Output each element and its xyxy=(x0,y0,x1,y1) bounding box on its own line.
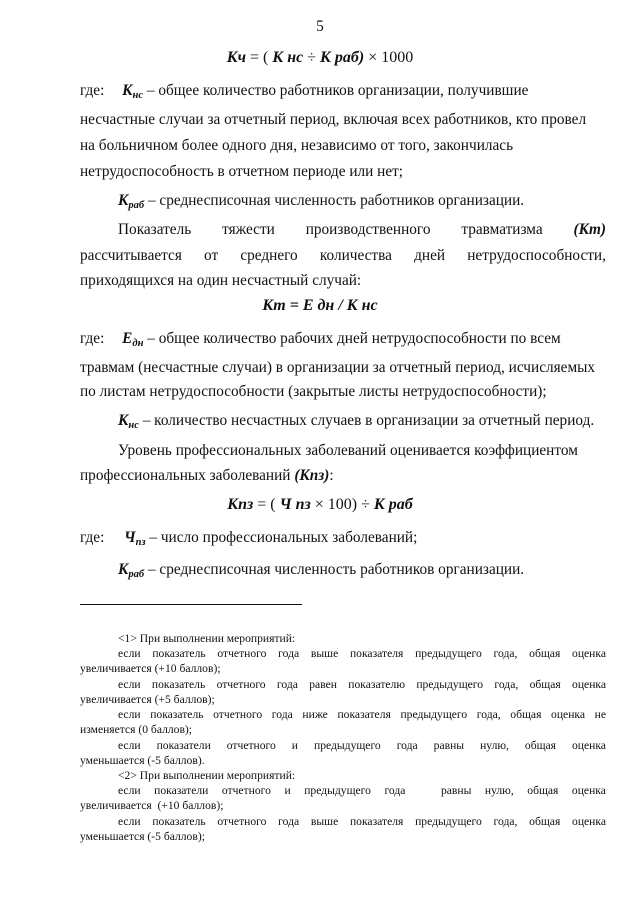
formula-kpz xyxy=(0,497,640,513)
para-kt-word: рассчитывается xyxy=(80,247,182,264)
para-kpz-suffix: : xyxy=(329,467,334,484)
def-edn-text1: – общее количество рабочих дней нетрудоспособности по всем xyxy=(143,330,561,347)
footnote-1-a-line2: увеличивается (+10 баллов); xyxy=(80,662,221,675)
formula-kch-eq: = ( xyxy=(246,49,273,66)
para-kt-symbol: (Кт) xyxy=(573,221,606,238)
formula-kch-a: К нс xyxy=(272,49,304,66)
footnote-word: показатели xyxy=(156,739,211,752)
footnote-word: равны xyxy=(440,784,472,797)
footnote-word: предыдущего xyxy=(304,784,371,797)
footnote-1-d-line1 xyxy=(118,740,606,752)
def-knc-line4: нетрудоспособность в отчетном периоде или нет; xyxy=(80,163,404,180)
footnote-word: года xyxy=(396,739,418,752)
footnote-word: показатели xyxy=(154,784,209,797)
para-kt-word: Показатель xyxy=(118,221,192,238)
where-label: где: xyxy=(80,82,105,99)
def-knc-subscript: нс xyxy=(132,90,144,101)
footnote-2-title: <2> При выполнении мероприятий: xyxy=(118,769,296,782)
def-knc-line1 xyxy=(80,82,529,101)
footnote-word: отчетного xyxy=(221,784,271,797)
para-kt-line1 xyxy=(118,222,606,237)
footnote-1-b-line2: увеличивается (+5 баллов); xyxy=(80,693,215,706)
footnote-1-title: <1> При выполнении мероприятий: xyxy=(118,632,296,645)
def-krab-1-subscript: раб xyxy=(128,200,145,211)
formula-kch-lhs: Кч xyxy=(226,49,247,66)
para-kt-line3: приходящихся на один несчастный случай: xyxy=(80,272,362,289)
formula-kch-b: К раб) xyxy=(320,49,365,66)
def-krab-1-symbol: К xyxy=(118,192,129,209)
page-number: 5 xyxy=(316,18,324,35)
def-knc-2-text: – количество несчастных случаев в организации за отчетный период. xyxy=(138,412,595,429)
footnote-2-a-line2: увеличивается (+10 баллов); xyxy=(80,799,224,812)
footnote-word: равны xyxy=(433,739,465,752)
footnote-word: предыдущего xyxy=(314,739,381,752)
def-chpz-subscript: пз xyxy=(135,537,146,548)
footnote-word: если xyxy=(118,739,141,752)
para-kpz-symbol: (Кпз) xyxy=(294,467,330,484)
footnote-word: нулю, xyxy=(480,739,509,752)
footnote-word: года xyxy=(384,784,406,797)
footnote-1-a-line1: если показатель отчетного года выше показателя предыдущего года, общая оценка xyxy=(118,647,606,660)
def-krab-2-symbol: К xyxy=(118,561,129,578)
formula-kch xyxy=(0,50,640,66)
para-kt-word: дней xyxy=(414,247,446,264)
footnote-2-b-line1: если показатель отчетного года выше показателя предыдущего года, общая оценка xyxy=(118,815,606,828)
para-kpz-prefix: профессиональных заболеваний xyxy=(80,467,295,484)
para-kpz-line2 xyxy=(80,468,334,483)
def-krab-1 xyxy=(118,192,525,211)
def-knc-text1: – общее количество работников организации, получившие xyxy=(143,82,529,99)
def-knc-2-symbol: К xyxy=(118,412,129,429)
para-kt-word: среднего xyxy=(240,247,298,264)
footnote-1-b-line1: если показатель отчетного года равен показателю предыдущего года, общая оценка xyxy=(118,678,606,691)
para-kt-word: тяжести xyxy=(222,221,275,238)
footnote-word: общая xyxy=(524,739,557,752)
footnote-word: оценка xyxy=(572,739,606,752)
def-krab-2-subscript: раб xyxy=(128,569,145,580)
where-label: где: xyxy=(80,330,105,347)
para-kpz-line1: Уровень профессиональных заболеваний оценивается коэффициентом xyxy=(118,442,578,459)
def-edn-line1 xyxy=(80,330,561,349)
footnote-word: общая xyxy=(527,784,559,797)
para-kt-word: от xyxy=(204,247,219,264)
def-chpz-text: – число профессиональных заболеваний; xyxy=(145,529,418,546)
footnote-2-a-line1 xyxy=(118,785,606,797)
footnote-word: оценка xyxy=(571,784,606,797)
def-edn-symbol: Е xyxy=(122,330,133,347)
footnote-word: и xyxy=(291,739,299,752)
formula-kch-div: ÷ xyxy=(303,49,321,66)
footnote-separator xyxy=(80,604,302,605)
footnote-1-c-line1: если показатель отчетного года ниже показателя предыдущего года, общая оценка не xyxy=(118,708,606,721)
footnote-2-b-line2: уменьшается (-5 баллов); xyxy=(80,830,205,843)
footnote-word: отчетного xyxy=(226,739,276,752)
def-edn-subscript: дн xyxy=(132,338,144,349)
para-kt-line2 xyxy=(80,248,606,263)
footnote-1-c-line2: изменяется (0 баллов); xyxy=(80,723,192,736)
para-kt-word: травматизма xyxy=(461,221,543,238)
def-knc-2-subscript: нс xyxy=(128,420,139,431)
def-krab-2-text: – среднесписочная численность работников организации. xyxy=(144,561,525,578)
footnote-word: и xyxy=(284,784,291,797)
formula-kch-tail: × 1000 xyxy=(364,49,414,66)
def-edn-line2: травмам (несчастные случаи) в организации за отчетный период, исчисляемых xyxy=(80,359,596,376)
def-knc-line3: на больничном более одного дня, независимо от того, закончилась xyxy=(80,137,514,154)
def-chpz-symbol: Ч xyxy=(124,529,136,546)
formula-kpz-eq: = ( xyxy=(253,496,280,513)
footnote-word: если xyxy=(118,784,141,797)
def-edn-line3: по листам нетрудоспособности (закрытые листы нетрудоспособности); xyxy=(80,383,547,400)
def-knc-symbol: К xyxy=(122,82,133,99)
def-chpz xyxy=(80,529,418,548)
formula-kpz-lhs: Кпз xyxy=(227,496,254,513)
def-krab-1-text: – среднесписочная численность работников организации. xyxy=(144,192,525,209)
footnote-word: нулю, xyxy=(484,784,514,797)
formula-kpz-mid: × 100) ÷ xyxy=(310,496,374,513)
def-knc-line2: несчастные случаи за отчетный период, включая всех работников, кто провел xyxy=(80,111,587,128)
para-kt-word: производственного xyxy=(305,221,431,238)
para-kt-word: количества xyxy=(319,247,392,264)
footnote-1-d-line2: уменьшается (-5 баллов). xyxy=(80,754,205,767)
formula-kt: Кт = Е дн / К нс xyxy=(262,297,378,314)
where-label: где: xyxy=(80,529,105,546)
def-krab-2 xyxy=(118,561,525,580)
def-knc-2 xyxy=(118,412,595,431)
formula-kpz-a: Ч пз xyxy=(279,496,311,513)
para-kt-word: нетрудоспособности, xyxy=(467,247,606,264)
formula-kpz-b: К раб xyxy=(373,496,413,513)
